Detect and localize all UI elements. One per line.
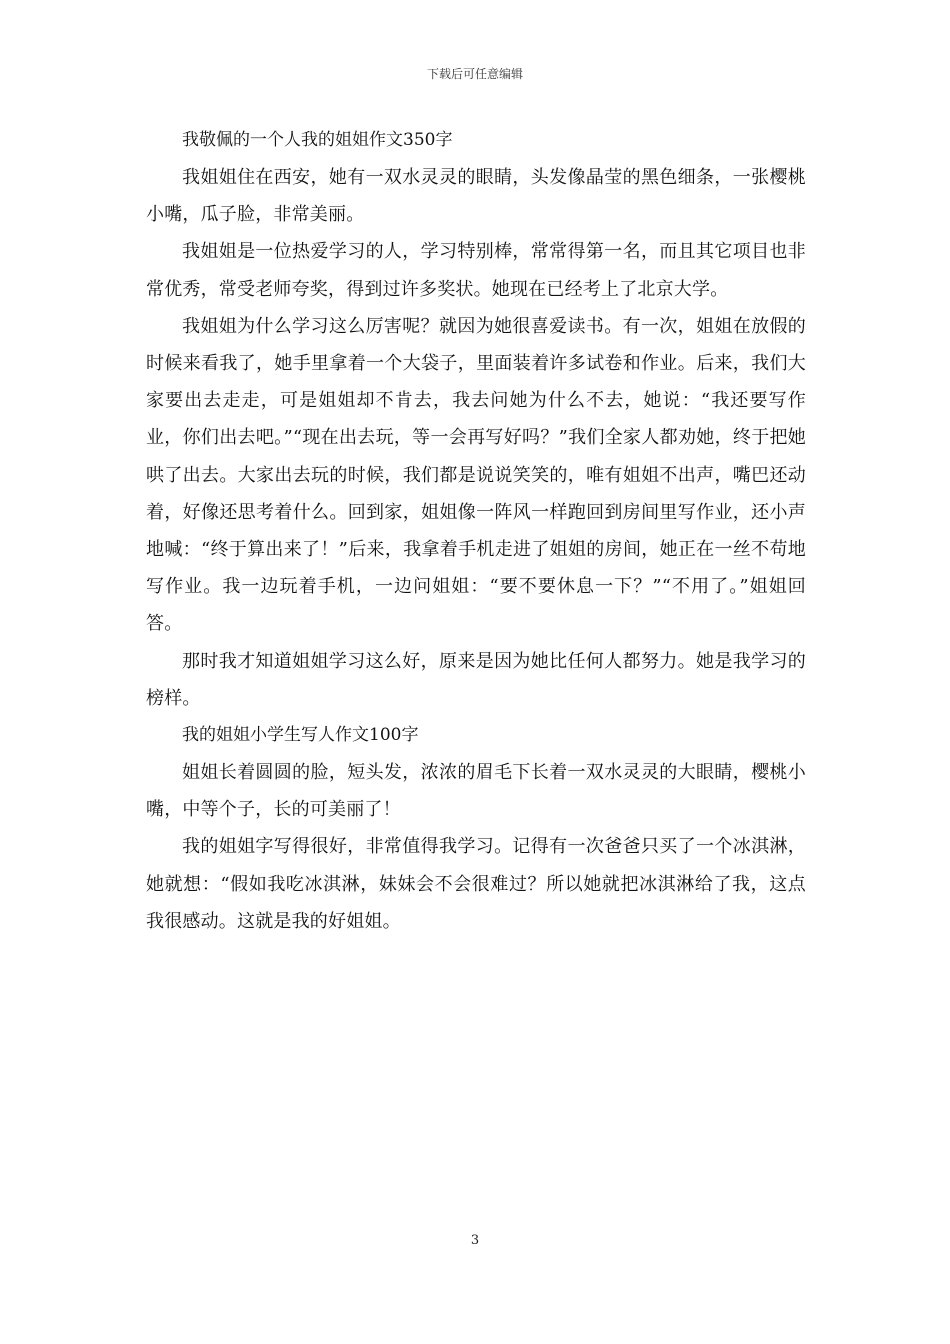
essay-2-paragraph-2: 我的姐姐字写得很好，非常值得我学习。记得有一次爸爸只买了一个冰淇淋，她就想：“假如我吃冰淇淋，妹妹会不会很难过？所以她就把冰淇淋给了我，这点我很感动。这就是我的好姐姐。 xyxy=(146,836,806,932)
essay-1-title: 我敬佩的一个人我的姐姐作文350字 xyxy=(182,130,453,150)
essay-2-title: 我的姐姐小学生写人作文100字 xyxy=(182,725,419,746)
essay-2-paragraph-1: 姐姐长着圆圆的脸，短头发，浓浓的眉毛下长着一双水灵灵的大眼睛，樱桃小嘴，中等个子，长的可美丽了！ xyxy=(146,762,806,821)
essay-1-paragraph-1: 我姐姐住在西安，她有一双水灵灵的眼睛，头发像晶莹的黑色细条，一张樱桃小嘴，瓜子脸，非常美丽。 xyxy=(146,167,806,226)
page-number: 3 xyxy=(470,1233,480,1248)
essay-1-paragraph-4: 那时我才知道姐姐学习这么好，原来是因为她比任何人都努力。她是我学习的榜样。 xyxy=(146,650,806,709)
essay-1-paragraph-3: 我姐姐为什么学习这么厉害呢？就因为她很喜爱读书。有一次，姐姐在放假的时候来看我了，她手里拿着一个大袋子，里面装着许多试卷和作业。后来，我们大家要出去走走，可是姐姐却不肯去，我去问她为什么不去，她说：“我还要写作业，你们出去吧。”“现在出去玩，等一会再写好吗？”我们全家人都劝她，终于把她哄了出去。大家出去玩的时候，我们都是说说笑笑的，唯有姐姐不出声，嘴巴还动着，好像还思考着什么。回到家，姐姐像一阵风一样跑回到房间里写作业，还小声地喊：“终于算出来了！”后来，我拿着手机走进了姐姐的房间，她正在一丝不苟地写作业。我一边玩着手机，一边问姐姐：“要不要休息一下？”“不用了。”姐姐回答。 xyxy=(146,315,806,635)
essay-1 xyxy=(146,122,806,717)
document-body xyxy=(146,122,806,940)
essay-1-paragraph-2: 我姐姐是一位热爱学习的人，学习特别棒，常常得第一名，而且其它项目也非常优秀，常受老师夸奖，得到过许多奖状。她现在已经考上了北京大学。 xyxy=(146,241,806,300)
essay-2 xyxy=(146,717,806,940)
page-header: 下载后可任意编辑 xyxy=(426,67,523,81)
